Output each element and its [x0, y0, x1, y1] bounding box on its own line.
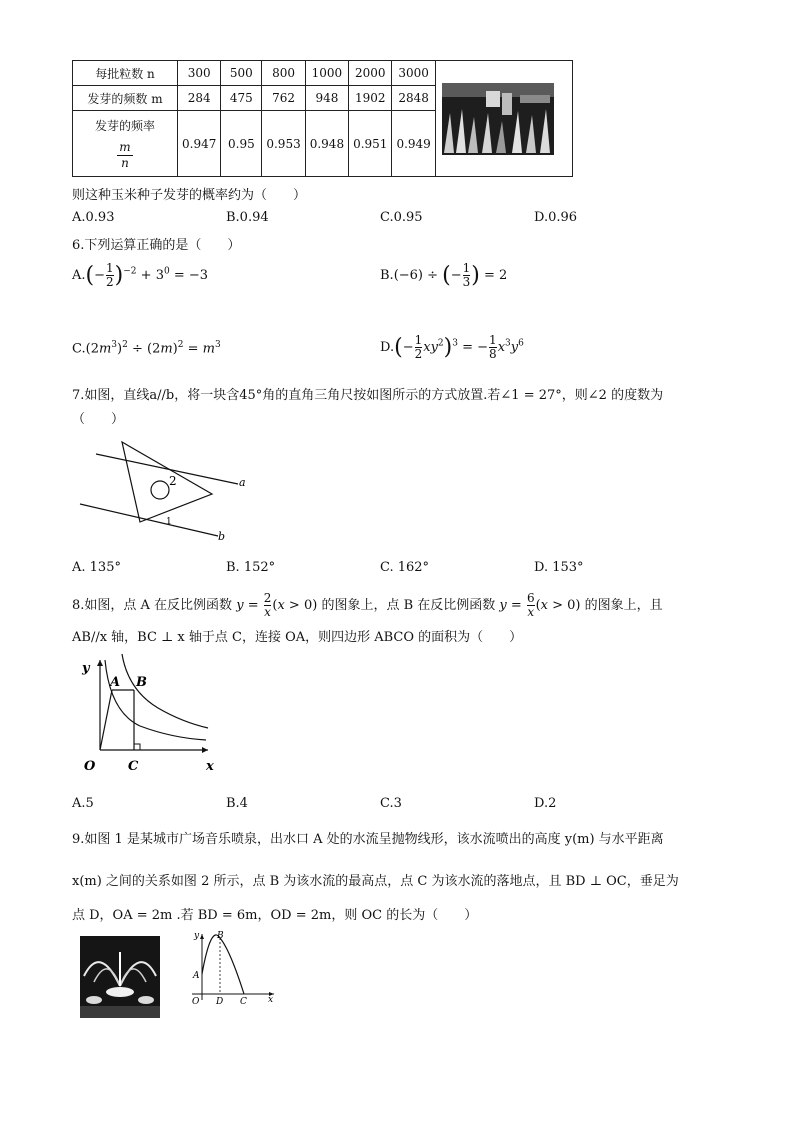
- q9-label-a: A: [193, 971, 200, 981]
- frac-denominator: n: [121, 155, 129, 170]
- q8-label-c: C: [128, 759, 139, 774]
- q5-option-a[interactable]: A.0.93: [72, 210, 115, 225]
- q6-c-label: C.: [72, 341, 86, 357]
- cell-batch: 300: [178, 61, 221, 86]
- q6-option-b[interactable]: B.(−6) ÷ (− $\frac{1}{3}$ ) = 2: [380, 261, 508, 289]
- frequency-label-fraction: [77, 140, 173, 171]
- q7-label-2: 2: [169, 474, 177, 488]
- cell-germinated: 2848: [392, 86, 435, 111]
- cell-frequency: 0.947: [178, 111, 221, 177]
- cell-germinated: 284: [178, 86, 221, 111]
- cell-batch: 800: [262, 61, 305, 86]
- q9-line1: 9.如图 1 是某城市广场音乐喷泉，出水口 A 处的水流呈抛物线形，该水流喷出的高度 y(m) 与水平距离: [72, 832, 664, 847]
- q8-stem-part1: 8.如图，点 A 在反比例函数: [72, 598, 233, 613]
- q7-label-1: 1: [166, 517, 172, 527]
- cell-frequency: 0.95: [221, 111, 262, 177]
- q7-stem-line2: （ ）: [72, 412, 125, 427]
- q8-stem-line1: 8.如图，点 A 在反比例函数 y = $\frac{2}{x}$ (x > 0) 的图象上，点 B 在反比例函数 y = $\frac{6}{x}$ (x > 0) 的图象上，且: [72, 591, 663, 619]
- q8-option-b[interactable]: B.4: [226, 796, 248, 811]
- q6-b-label: B.: [380, 268, 394, 283]
- q8-stem-line2: AB//x 轴，BC ⊥ x 轴于点 C，连接 OA，则四边形 ABCO 的面积为（ ）: [72, 630, 523, 645]
- q6-option-a[interactable]: A.(− $\frac{1}{2}$ )$^{-2} + 3^0 = -3$: [72, 261, 209, 289]
- row-label-germinated: 发芽的频数 m: [73, 86, 178, 111]
- q9-line2: x(m) 之间的关系如图 2 所示，点 B 为该水流的最高点，点 C 为该水流的落地点，且 BD ⊥ OC，垂足为: [72, 874, 679, 889]
- fountain-photo: [80, 936, 160, 1018]
- row-label-batch: 每批粒数 n: [73, 61, 178, 86]
- q8-figure: [72, 652, 232, 778]
- q9-label-b: B: [217, 931, 224, 941]
- cell-frequency: 0.951: [349, 111, 392, 177]
- photo-cell: [435, 61, 572, 177]
- q7-option-d[interactable]: D. 153°: [534, 560, 584, 575]
- cell-frequency: 0.949: [392, 111, 435, 177]
- cell-germinated: 948: [305, 86, 348, 111]
- q9-line3: 点 D，OA = 2m .若 BD = 6m，OD = 2m，则 OC 的长为（ ）: [72, 908, 478, 923]
- q6-stem: 6.下列运算正确的是（ ）: [72, 238, 241, 253]
- q9-label-d: D: [216, 997, 224, 1006]
- q7-figure: [72, 436, 272, 548]
- corn-field-photo: [442, 83, 554, 155]
- q9-label-x: x: [268, 995, 274, 1005]
- q9-label-c: C: [240, 997, 247, 1006]
- q7-label-b: b: [218, 530, 226, 543]
- q7-option-c[interactable]: C. 162°: [380, 560, 430, 575]
- q6-d-label: D.: [380, 340, 395, 355]
- q8-stem-part2: 的图象上，点 B 在反比例函数: [321, 598, 496, 613]
- cell-frequency: 0.948: [305, 111, 348, 177]
- q7-option-b[interactable]: B. 152°: [226, 560, 276, 575]
- cell-batch: 1000: [305, 61, 348, 86]
- cell-frequency: 0.953: [262, 111, 305, 177]
- q8-label-a: A: [110, 675, 121, 690]
- row-label-frequency: [73, 111, 178, 177]
- q8-label-x: x: [206, 759, 214, 774]
- q5-option-b[interactable]: B.0.94: [226, 210, 269, 225]
- q8-option-a[interactable]: A.5: [72, 796, 94, 811]
- q9-figure: [186, 930, 282, 1006]
- q6-a-label: A.: [72, 268, 86, 283]
- q6-option-c[interactable]: $C.(2m^3)^2 \div (2m)^2 = m^3$: [72, 340, 221, 357]
- q9-label-y: y: [194, 931, 200, 941]
- cell-germinated: 762: [262, 86, 305, 111]
- q5-option-d[interactable]: D.0.96: [534, 210, 578, 225]
- q5-stem: 则这种玉米种子发芽的概率约为（ ）: [72, 188, 307, 203]
- cell-germinated: 1902: [349, 86, 392, 111]
- q8-label-y: y: [82, 661, 90, 676]
- corn-photo-image: [442, 83, 554, 155]
- cell-batch: 500: [221, 61, 262, 86]
- q8-option-d[interactable]: D.2: [534, 796, 557, 811]
- frac-numerator: m: [119, 139, 131, 154]
- q7-option-a[interactable]: A. 135°: [72, 560, 121, 575]
- frequency-label-text: 发芽的频率: [94, 118, 155, 133]
- q7-stem-line1: 7.如图，直线a//b，将一块含45°角的直角三角尺按如图所示的方式放置.若∠1 = 27°，则∠2 的度数为: [72, 388, 664, 403]
- q9-label-o: O: [192, 997, 200, 1006]
- q8-stem-part3: 的图象上，且: [584, 598, 663, 613]
- q5-option-c[interactable]: C.0.95: [380, 210, 423, 225]
- q8-label-o: O: [84, 759, 96, 774]
- cell-batch: 2000: [349, 61, 392, 86]
- q6-option-d[interactable]: D.(− $\frac{1}{2}$ $xy^2)^3$ = − $\frac{1}{8}$ $x^3y^6$: [380, 333, 524, 361]
- q7-label-a: a: [239, 476, 246, 489]
- frequency-table: [72, 60, 573, 177]
- cell-batch: 3000: [392, 61, 435, 86]
- q8-option-c[interactable]: C.3: [380, 796, 402, 811]
- q8-label-b: B: [136, 675, 147, 690]
- cell-germinated: 475: [221, 86, 262, 111]
